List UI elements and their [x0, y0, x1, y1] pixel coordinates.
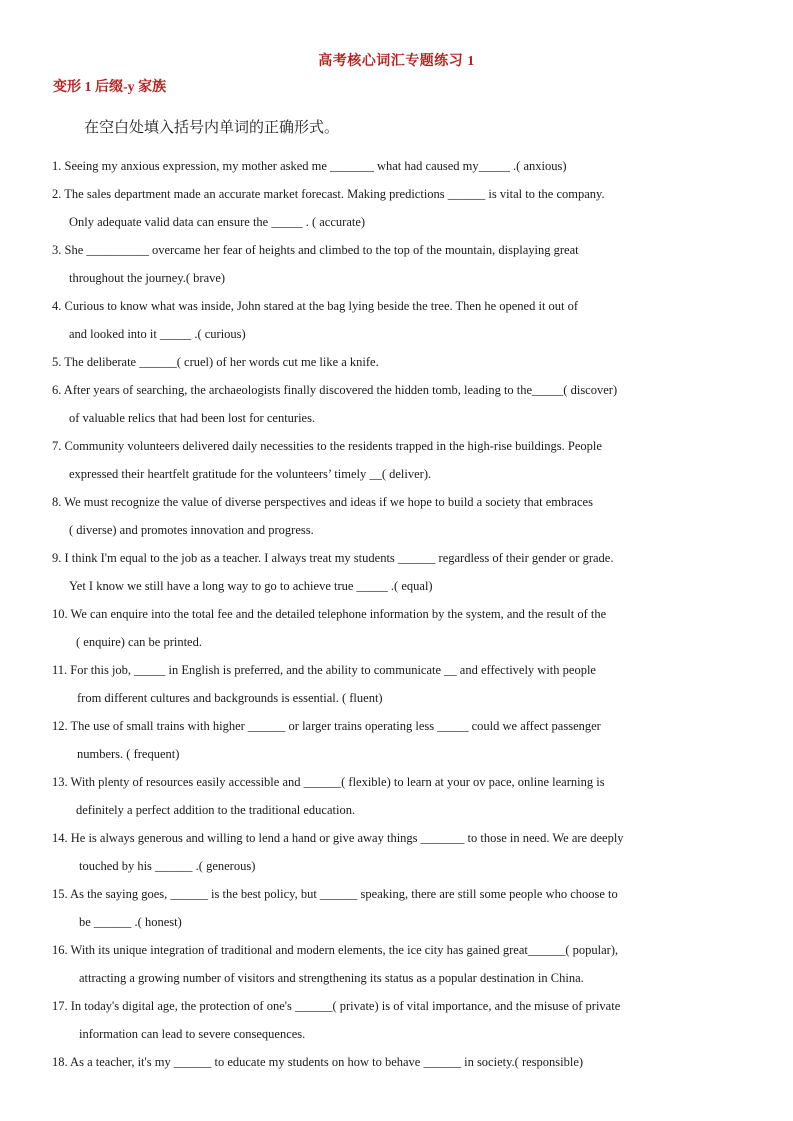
question-text-continuation: definitely a perfect addition to the traditional education. — [76, 803, 356, 817]
question-text: 12. The use of small trains with higher ______ or larger trains operating less _____ could we affect passenger — [52, 719, 601, 733]
question-text: 5. The deliberate ______( cruel) of her words cut me like a knife. — [52, 355, 379, 369]
question-text: 11. For this job, _____ in English is preferred, and the ability to communicate __ and effectively with people — [52, 663, 596, 677]
question-text: 6. After years of searching, the archaeologists finally discovered the hidden tomb, leading to the_____( discover) — [52, 383, 618, 397]
question-text: 13. With plenty of resources easily accessible and ______( flexible) to learn at your ov pace, online learning is — [52, 775, 605, 789]
question-text-continuation: of valuable relics that had been lost for centuries. — [69, 411, 316, 425]
question-text: 1. Seeing my anxious expression, my mother asked me _______ what had caused my_____ .( anxious) — [52, 159, 567, 173]
question-text-continuation: be ______ .( honest) — [79, 915, 182, 929]
question-text-continuation: Only adequate valid data can ensure the _____ . ( accurate) — [69, 215, 366, 229]
question-text-continuation: and looked into it _____ .( curious) — [69, 327, 246, 341]
question-text-continuation: from different cultures and backgrounds is essential. ( fluent) — [77, 691, 383, 705]
question-text-continuation: attracting a growing number of visitors and strengthening its status as a popular destination in China. — [79, 971, 584, 985]
question-text: 3. She __________ overcame her fear of heights and climbed to the top of the mountain, displaying great — [52, 243, 579, 257]
question-text: 15. As the saying goes, ______ is the best policy, but ______ speaking, there are still some people who choose to — [52, 887, 618, 901]
question-text: 16. With its unique integration of traditional and modern elements, the ice city has gained great______( popular), — [52, 943, 619, 957]
question-text: 10. We can enquire into the total fee and the detailed telephone information by the system, and the result of the — [52, 607, 607, 621]
question-text-continuation: numbers. ( frequent) — [77, 747, 180, 761]
question-text-continuation: Yet I know we still have a long way to go to achieve true _____ .( equal) — [69, 579, 433, 593]
question-text: 2. The sales department made an accurate market forecast. Making predictions ______ is vital to the company. — [52, 187, 605, 201]
question-text: 7. Community volunteers delivered daily necessities to the residents trapped in the high-rise buildings. People — [52, 439, 602, 453]
question-text-continuation: information can lead to severe consequences. — [79, 1027, 306, 1041]
question-text: 18. As a teacher, it's my ______ to educate my students on how to behave ______ in society.( responsible) — [52, 1055, 584, 1069]
question-text-continuation: throughout the journey.( brave) — [69, 271, 226, 285]
question-text: 4. Curious to know what was inside, John stared at the bag lying beside the tree. Then he opened it out of — [52, 299, 579, 313]
instruction-text: 在空白处填入括号内单词的正确形式。 — [84, 118, 340, 136]
question-text: 17. In today's digital age, the protection of one's ______( private) is of vital importance, and the misuse of private — [52, 999, 621, 1013]
document-title: 高考核心词汇专题练习 1 — [318, 54, 475, 69]
question-text-continuation: expressed their heartfelt gratitude for the volunteers’ timely __( deliver). — [69, 467, 432, 481]
question-text-continuation: ( diverse) and promotes innovation and progress. — [69, 523, 314, 537]
question-text: 8. We must recognize the value of diverse perspectives and ideas if we hope to build a society that embraces — [52, 495, 593, 509]
question-text-continuation: touched by his ______ .( generous) — [79, 859, 256, 873]
question-text: 9. I think I'm equal to the job as a teacher. I always treat my students ______ regardless of their gender or grade. — [52, 551, 614, 565]
question-text: 14. He is always generous and willing to lend a hand or give away things _______ to those in need. We are deeply — [52, 831, 624, 845]
section-title: 变形 1 后缀-y 家族 — [53, 80, 167, 95]
question-text-continuation: ( enquire) can be printed. — [76, 635, 202, 649]
